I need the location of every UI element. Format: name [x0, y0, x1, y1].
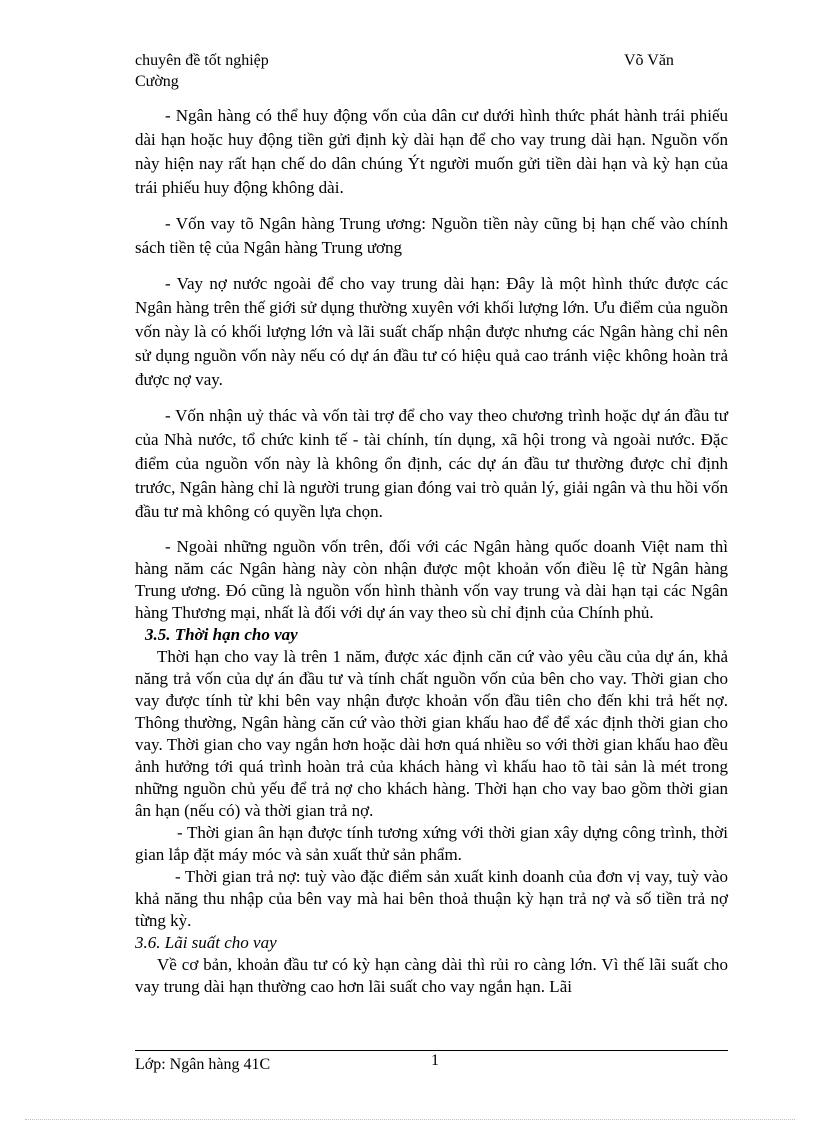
page-footer: [135, 1050, 728, 1090]
paragraph-grace-period: - Thời gian ân hạn được tính tương xứng với thời gian xây dựng công trình, thời gian lắp đặt máy móc và sản xuất thử sản phẩm.: [135, 823, 728, 864]
header-title: chuyên đề tốt nghiệp: [135, 52, 269, 69]
paragraph-entrusted-capital: - Vốn nhận uỷ thác và vốn tài trợ để cho vay theo chương trình hoặc dự án đầu tư của Nhà nước, tổ chức kinh tế - tài chính, tín dụng, xã hội trong và ngoài nước. Đặc điểm của nguồn vốn này là không ổn định, các dự án đầu tư thường được chỉ định trước, Ngân hàng chỉ là người trung gian đóng vai trò quản lý, giải ngân và thu hồi vốn đầu tư mà không có quyền lựa chọn.: [135, 406, 728, 521]
paragraph-central-bank-loan: - Vốn vay tõ Ngân hàng Trung ương: Nguồn tiền này cũng bị hạn chế vào chính sách tiền tệ của Ngân hàng Trung ương: [135, 214, 728, 257]
paragraph-foreign-loan: - Vay nợ nước ngoài để cho vay trung dài hạn: Đây là một hình thức được các Ngân hàng trên thế giới sử dụng thường xuyên với khối lượng lớn. Ưu điểm của nguồn vốn này là có khối lượng lớn và lãi suất chấp nhận được nhưng các Ngân hàng chỉ nên sử dụng nguồn vốn này nếu có dự án đầu tư có hiệu quả cao tránh việc không hoàn trả được nợ vay.: [135, 274, 728, 389]
header-author-wrap: Cường: [135, 73, 179, 90]
footer-class-label: Lớp: Ngân hàng 41C: [135, 1056, 271, 1073]
footer-rule: [135, 1050, 728, 1051]
page-bottom-edge: [25, 1119, 795, 1120]
header-author: Võ Văn: [624, 52, 674, 69]
paragraph-bond-funding: - Ngân hàng có thể huy động vốn của dân cư dưới hình thức phát hành trái phiếu dài hạn hoặc huy động tiền gửi định kỳ dài hạn để cho vay trung dài hạn. Nguồn vốn này hiện nay rất hạn chế do dân chúng Ýt người muốn gửi tiền dài hạn và kỳ hạn của trái phiếu huy động không dài.: [135, 106, 728, 197]
document-body: [135, 104, 728, 998]
paragraph-interest-rate: Về cơ bản, khoản đầu tư có kỳ hạn càng dài thì rủi ro càng lớn. Vì thế lãi suất cho vay trung dài hạn thường cao hơn lãi suất cho vay ngắn hạn. Lãi: [135, 955, 728, 996]
paragraph-loan-term: Thời hạn cho vay là trên 1 năm, được xác định căn cứ vào yêu cầu của dự án, khả năng trả vốn của dự án đầu tư và tính chất nguồn vốn của bên cho vay. Thời gian cho vay được tính từ khi bên vay nhận được khoản vốn đầu tiên cho đến khi trả hết nợ. Thông thường, Ngân hàng căn cứ vào thời gian khấu hao để để xác định thời gian cho vay. Thời gian cho vay ngắn hơn hoặc dài hơn quá nhiều so với thời gian khấu hao đều ảnh hưởng tới quá trình hoàn trả của khách hàng vì khấu hao tõ tài sản là mét trong những nguồn chủ yếu để trả nợ cho khách hàng. Thời hạn cho vay bao gồm thời gian ân hạn (nếu có) và thời gian trả nợ.: [135, 647, 728, 820]
section-heading-loan-term: 3.5. Thời hạn cho vay: [145, 625, 298, 644]
paragraph-charter-capital: - Ngoài những nguồn vốn trên, đối với các Ngân hàng quốc doanh Việt nam thì hàng năm các Ngân hàng này còn nhận được một khoản vốn điều lệ từ Ngân hàng Trung ương. Đó cũng là nguồn vốn hình thành vốn vay trung và dài hạn tại các Ngân hàng Thương mại, nhất là đối với dự án vay theo sù chỉ định của Chính phủ.: [135, 537, 728, 622]
page-number: 1: [431, 1052, 439, 1069]
section-heading-interest-rate: 3.6. Lãi suất cho vay: [135, 933, 277, 952]
paragraph-repayment-period: - Thời gian trả nợ: tuỳ vào đặc điểm sản xuất kinh doanh của đơn vị vay, tuỳ vào khả năng thu nhập của bên vay mà hai bên thoả thuận kỳ hạn trả nợ và số tiền trả nợ từng kỳ.: [135, 867, 728, 930]
